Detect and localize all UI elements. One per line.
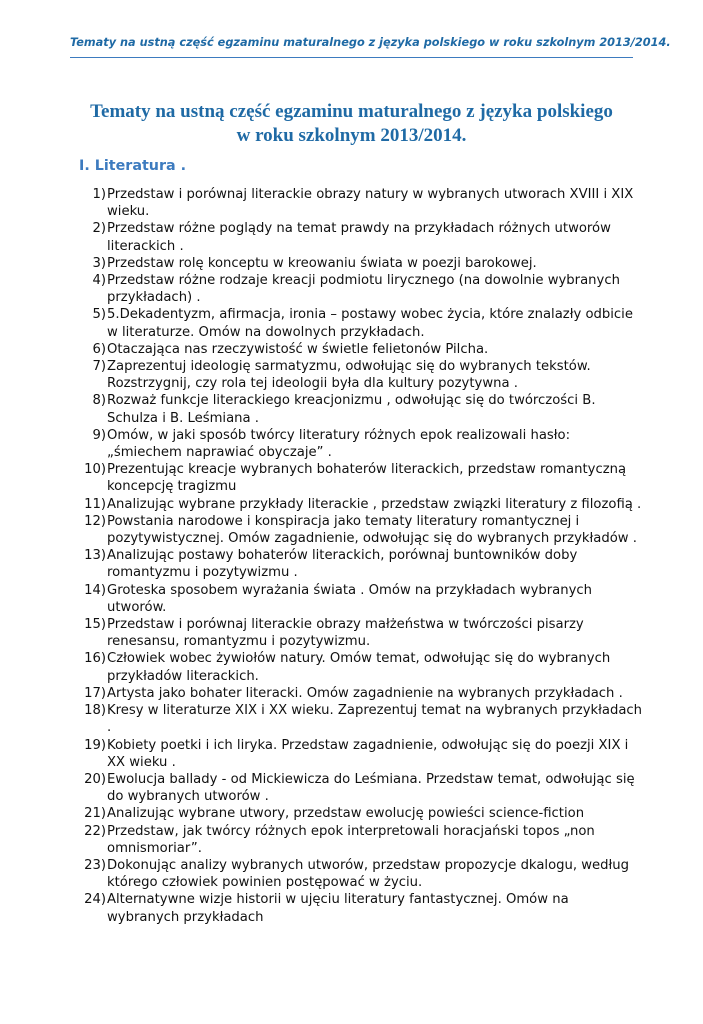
list-item-text: Omów, w jaki sposób twórcy literatury różnych epok realizowali hasło: „śmiechem naprawiać obyczaje” .: [107, 427, 571, 461]
list-item: [79, 272, 645, 306]
list-item-number: 20): [84, 771, 106, 787]
list-item-text: Przedstaw i porównaj literackie obrazy małżeństwa w twórczości pisarzy renesansu, romantyzmu i pozytywizmu.: [107, 617, 584, 650]
list-item: [79, 496, 645, 513]
list-item-text: Przedstaw różne poglądy na temat prawdy na przykładach różnych utworów literackich .: [107, 221, 611, 254]
list-item-number: 7): [92, 359, 106, 375]
list-item-number: 10): [84, 462, 106, 478]
list-item: [79, 186, 645, 220]
list-item: [79, 616, 645, 650]
list-item-text: Prezentując kreacje wybranych bohaterów literackich, przedstaw romantyczną koncepcję tragizmu: [107, 462, 627, 495]
list-item: [79, 547, 645, 581]
list-item: [79, 341, 645, 358]
list-item: [79, 358, 645, 392]
list-item-number: 3): [92, 255, 106, 271]
list-item-number: 8): [92, 393, 106, 409]
list-item-number: 17): [84, 685, 106, 701]
list-item: [79, 306, 645, 340]
list-item-number: 1): [92, 187, 106, 202]
list-item-number: 15): [84, 617, 106, 633]
list-item-text: Zaprezentuj ideologię sarmatyzmu, odwołując się do wybranych tekstów. Rozstrzygnij, czy rola tej ideologii była dla kultury pozytywna .: [107, 359, 591, 392]
list-item: [79, 685, 645, 702]
list-item: [79, 771, 645, 805]
list-item: [79, 461, 645, 495]
list-item-text: Przedstaw różne rodzaje kreacji podmiotu lirycznego (na dowolnie wybranych przykładach) .: [107, 273, 620, 306]
list-item-number: 11): [84, 496, 106, 512]
list-item-text: Ewolucja ballady - od Mickiewicza do Leśmiana. Przedstaw temat, odwołując się do wybranych utworów .: [107, 771, 635, 805]
list-item-text: Powstania narodowe i konspiracja jako tematy literatury romantycznej i pozytywistycznej. Omów zagadnienie, odwołując się do wybranych przykładów .: [107, 513, 637, 547]
list-item-text: Analizując postawy bohaterów literackich, porównaj buntowników doby romantyzmu i pozytywizmu .: [107, 548, 578, 581]
list-item-number: 24): [84, 892, 106, 908]
list-item: [79, 582, 645, 616]
list-item: [79, 513, 645, 547]
list-item-text: Analizując wybrane utwory, przedstaw ewolucję powieści science-fiction: [107, 806, 585, 822]
list-item-text: Przedstaw rolę konceptu w kreowaniu świata w poezji barokowej.: [107, 255, 537, 271]
list-item-text: Analizując wybrane przykłady literackie , przedstaw związki literatury z filozofią .: [107, 496, 642, 512]
list-item-number: 13): [84, 548, 106, 564]
list-item: [79, 220, 645, 254]
list-item-text: Rozważ funkcje literackiego kreacjonizmu , odwołując się do twórczości B. Schulza i B. Leśmiana .: [107, 393, 596, 426]
list-item-text: Artysta jako bohater literacki. Omów zagadnienie na wybranych przykładach .: [107, 685, 623, 701]
list-item: [79, 702, 645, 736]
list-item-number: 6): [92, 341, 106, 357]
list-item-text: Człowiek wobec żywiołów natury. Omów temat, odwołując się do wybranych przykładów literackich.: [107, 651, 611, 684]
list-item-number: 14): [84, 582, 106, 598]
list-item: [79, 255, 645, 272]
list-item: [79, 427, 645, 461]
list-item: [79, 737, 645, 771]
list-item-text: Kresy w literaturze XIX i XX wieku. Zaprezentuj temat na wybranych przykładach .: [107, 703, 643, 736]
list-item-number: 22): [84, 823, 106, 839]
list-item-text: Dokonując analizy wybranych utworów, przedstaw propozycje dkalogu, według którego człowiek powinien postępować w życiu.: [107, 857, 630, 891]
running-header: Tematy na ustną część egzaminu maturalnego z języka polskiego w roku szkolnym 2013/2014.: [70, 36, 671, 49]
header-divider: [70, 57, 633, 58]
list-item-number: 4): [92, 273, 106, 289]
list-item-text: Groteska sposobem wyrażania świata . Omów na przykładach wybranych utworów.: [107, 582, 593, 615]
list-item: [79, 823, 645, 857]
document-title-line-2: w roku szkolnym 2013/2014.: [236, 125, 467, 146]
list-item-text: Przedstaw, jak twórcy różnych epok interpretowali horacjański topos „non omnismoriar”.: [107, 823, 595, 856]
list-item-number: 2): [92, 221, 106, 237]
list-item-number: 23): [84, 857, 106, 873]
list-item-number: 9): [92, 427, 106, 443]
document-title: [40, 100, 663, 148]
topic-list: [79, 186, 645, 926]
list-item-number: 19): [84, 737, 106, 753]
list-item-number: 21): [84, 806, 106, 822]
list-item-number: 16): [84, 651, 106, 667]
list-item-number: 18): [84, 703, 106, 719]
list-item-number: 12): [84, 513, 106, 529]
list-item-number: 5): [92, 307, 106, 323]
list-item: [79, 891, 645, 925]
list-item-text: Alternatywne wizje historii w ujęciu literatury fantastycznej. Omów na wybranych przykładach: [107, 892, 569, 925]
list-item: [79, 805, 645, 822]
list-item: [79, 857, 645, 891]
section-heading: I. Literatura .: [79, 158, 187, 174]
list-item-text: Otaczająca nas rzeczywistość w świetle felietonów Pilcha.: [107, 341, 489, 357]
list-item-text: Przedstaw i porównaj literackie obrazy natury w wybranych utworach XVIII i XIX wieku.: [107, 187, 634, 220]
document-title-line-1: Tematy na ustną część egzaminu maturalnego z języka polskiego: [90, 101, 613, 122]
list-item: [79, 392, 645, 426]
list-item: [79, 650, 645, 684]
list-item-text: Kobiety poetki i ich liryka. Przedstaw zagadnienie, odwołując się do poezji XIX i XX wieku .: [107, 737, 629, 770]
list-item-text: 5.Dekadentyzm, afirmacja, ironia – postawy wobec życia, które znalazły odbicie w literaturze. Omów na dowolnych przykładach.: [107, 307, 633, 340]
